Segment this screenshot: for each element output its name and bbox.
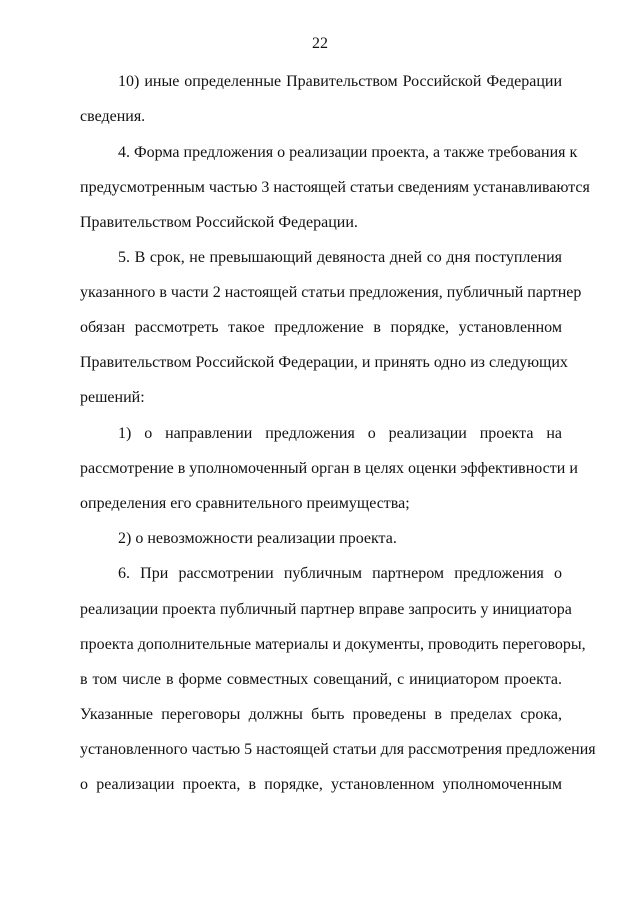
text-line: сведения. <box>80 108 146 125</box>
text-line: 10) иные определенные Правительством Российской Федерации <box>118 73 562 90</box>
text-line: 6. При рассмотрении публичным партнером предложения о <box>118 565 562 582</box>
page-number: 22 <box>312 35 328 52</box>
text-line: определения его сравнительного преимущества; <box>80 495 410 512</box>
text-line: Указанные переговоры должны быть проведены в пределах срока, <box>80 706 562 723</box>
text-line: Правительством Российской Федерации. <box>80 214 358 231</box>
text-line: проекта дополнительные материалы и документы, проводить переговоры, <box>80 636 586 653</box>
text-line: рассмотрение в уполномоченный орган в целях оценки эффективности и <box>80 460 578 477</box>
text-line: в том числе в форме совместных совещаний, с инициатором проекта. <box>80 671 562 688</box>
text-line: предусмотренным частью 3 настоящей статьи сведениям устанавливаются <box>80 179 590 196</box>
text-line: установленного частью 5 настоящей статьи для рассмотрения предложения <box>80 741 596 758</box>
text-line: 4. Форма предложения о реализации проекта, а также требования к <box>118 144 578 161</box>
text-line: реализации проекта публичный партнер вправе запросить у инициатора <box>80 601 572 618</box>
text-line: о реализации проекта, в порядке, установленном уполномоченным <box>80 776 562 793</box>
text-line: 1) о направлении предложения о реализации проекта на <box>118 425 562 442</box>
text-line: решений: <box>80 389 145 406</box>
text-line: Правительством Российской Федерации, и принять одно из следующих <box>80 354 568 371</box>
text-line: указанного в части 2 настоящей статьи предложения, публичный партнер <box>80 284 582 301</box>
text-line: 2) о невозможности реализации проекта. <box>118 530 397 547</box>
text-line: 5. В срок, не превышающий девяноста дней со дня поступления <box>118 249 562 266</box>
text-line: обязан рассмотреть такое предложение в порядке, установленном <box>80 319 562 336</box>
